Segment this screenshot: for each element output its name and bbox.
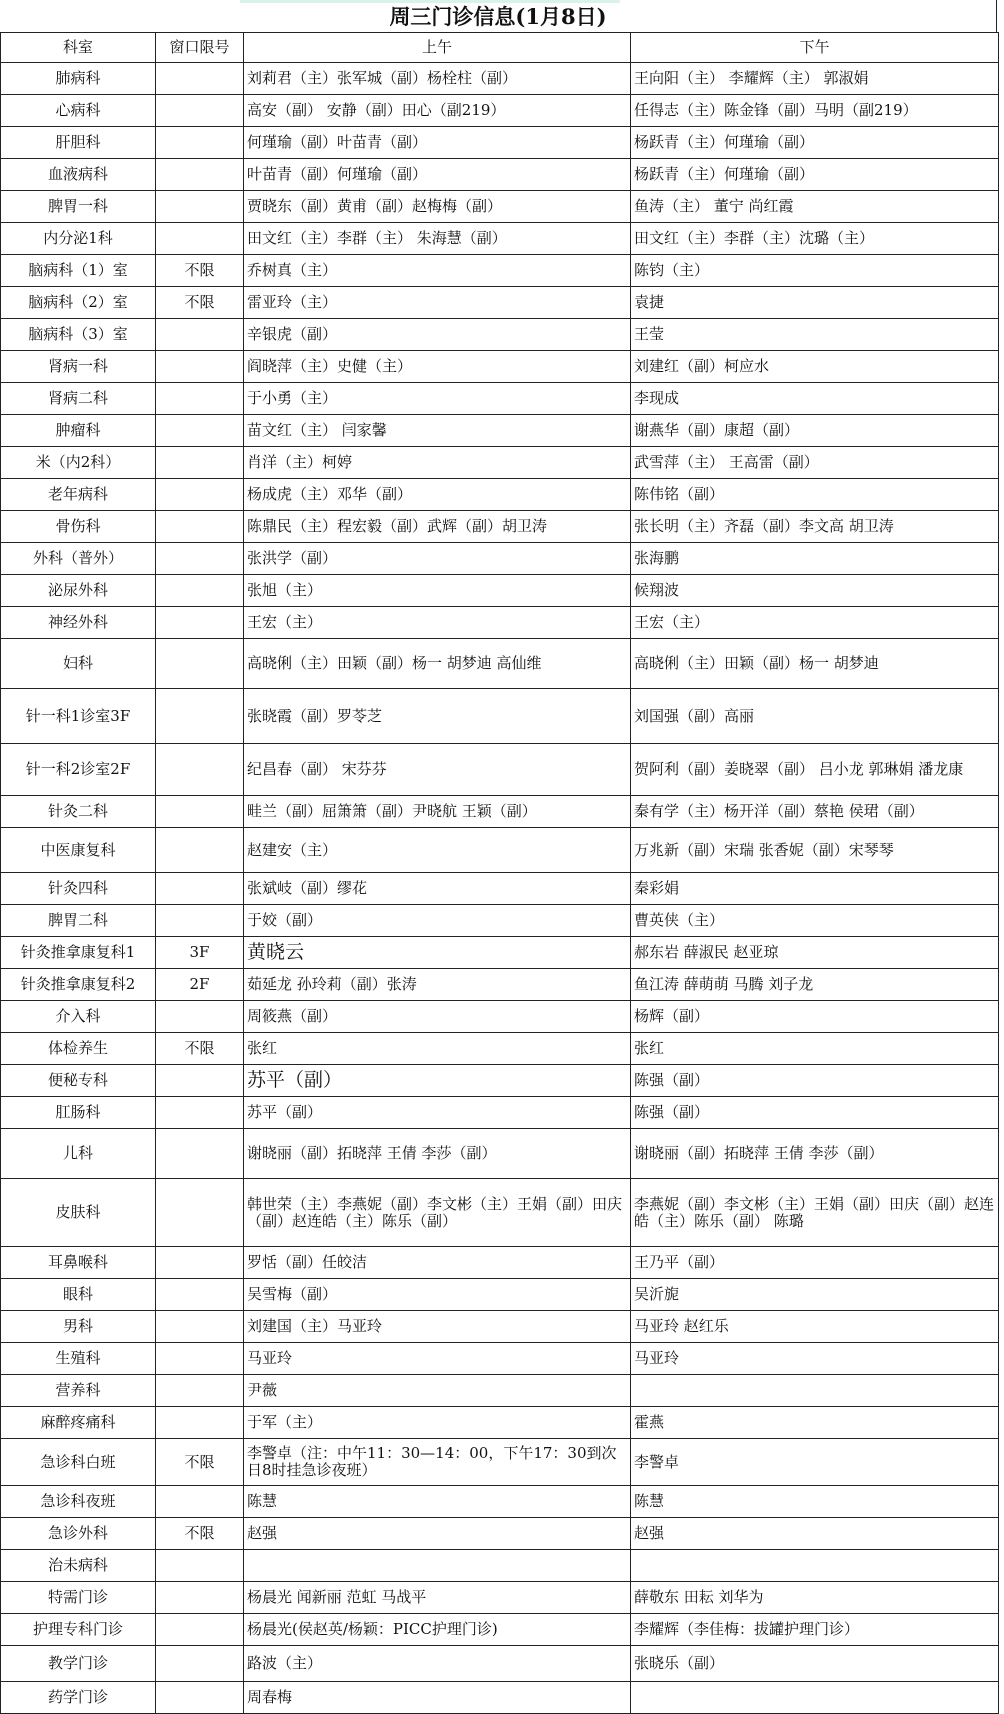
window-limit-cell [156, 95, 244, 127]
table-row [1, 1311, 999, 1343]
morning-doctors-cell: 于小勇（主） [244, 383, 631, 415]
dept-cell: 脾胃二科 [1, 905, 156, 937]
morning-doctors-cell: 乔树真（主） [244, 255, 631, 287]
dept-cell: 针灸推拿康复科2 [1, 969, 156, 1001]
dept-cell: 心病科 [1, 95, 156, 127]
afternoon-doctors-cell: 张红 [631, 1033, 999, 1065]
table-row [1, 1001, 999, 1033]
morning-doctors-cell: 罗恬（副）任皎洁 [244, 1247, 631, 1279]
morning-doctors-cell: 贾晓东（副）黄甫（副）赵梅梅（副） [244, 191, 631, 223]
morning-doctors-cell: 刘建国（主）马亚玲 [244, 1311, 631, 1343]
afternoon-doctors-cell: 王向阳（主） 李耀辉（主） 郭淑娟 [631, 63, 999, 95]
dept-cell: 肛肠科 [1, 1097, 156, 1129]
dept-cell: 生殖科 [1, 1343, 156, 1375]
window-limit-cell [156, 1129, 244, 1179]
afternoon-doctors-cell: 李现成 [631, 383, 999, 415]
window-limit-cell [156, 689, 244, 744]
afternoon-doctors-cell: 任得志（主）陈金锋（副）马明（副219） [631, 95, 999, 127]
window-limit-cell [156, 223, 244, 255]
afternoon-doctors-cell [631, 1550, 999, 1582]
dept-cell: 神经外科 [1, 607, 156, 639]
morning-doctors-cell: 张斌岐（副）缪花 [244, 873, 631, 905]
dept-cell: 急诊科白班 [1, 1439, 156, 1486]
window-limit-cell: 不限 [156, 1439, 244, 1486]
window-limit-cell [156, 127, 244, 159]
window-limit-cell [156, 1311, 244, 1343]
dept-cell: 耳鼻喉科 [1, 1247, 156, 1279]
morning-doctors-cell: 张红 [244, 1033, 631, 1065]
morning-doctors-cell: 马亚玲 [244, 1343, 631, 1375]
table-row [1, 1065, 999, 1097]
window-limit-cell [156, 383, 244, 415]
dept-cell: 介入科 [1, 1001, 156, 1033]
morning-doctors-cell: 张晓霞（副）罗苓芝 [244, 689, 631, 744]
table-row [1, 447, 999, 479]
header-am: 上午 [244, 33, 631, 63]
table-row [1, 1518, 999, 1550]
header-pm: 下午 [631, 33, 999, 63]
afternoon-doctors-cell: 贺阿利（副）姜晓翠（副） 吕小龙 郭琳娟 潘龙康 [631, 744, 999, 796]
morning-doctors-cell: 刘莉君（主）张军城（副）杨栓柱（副） [244, 63, 631, 95]
morning-doctors-cell: 周筱燕（副） [244, 1001, 631, 1033]
afternoon-doctors-cell [631, 1375, 999, 1407]
window-limit-cell [156, 1343, 244, 1375]
afternoon-doctors-cell: 曹英侠（主） [631, 905, 999, 937]
window-limit-cell [156, 1065, 244, 1097]
afternoon-doctors-cell: 袁捷 [631, 287, 999, 319]
afternoon-doctors-cell: 刘国强（副）高丽 [631, 689, 999, 744]
dept-cell: 男科 [1, 1311, 156, 1343]
afternoon-doctors-cell: 万兆新（副）宋瑞 张香妮（副）宋琴琴 [631, 828, 999, 873]
afternoon-doctors-cell: 张长明（主）齐磊（副）李文高 胡卫涛 [631, 511, 999, 543]
window-limit-cell [156, 447, 244, 479]
window-limit-cell [156, 1614, 244, 1646]
afternoon-doctors-cell: 陈强（副） [631, 1097, 999, 1129]
window-limit-cell [156, 63, 244, 95]
morning-doctors-cell: 张旭（主） [244, 575, 631, 607]
dept-cell: 外科（普外） [1, 543, 156, 575]
afternoon-doctors-cell: 陈慧 [631, 1486, 999, 1518]
window-limit-cell [156, 351, 244, 383]
table-row [1, 1646, 999, 1682]
dept-cell: 泌尿外科 [1, 575, 156, 607]
afternoon-doctors-cell: 薛敬东 田耘 刘华为 [631, 1582, 999, 1614]
dept-cell: 教学门诊 [1, 1646, 156, 1682]
afternoon-doctors-cell: 秦彩娟 [631, 873, 999, 905]
afternoon-doctors-cell: 杨跃青（主）何瑾瑜（副） [631, 127, 999, 159]
afternoon-doctors-cell: 武雪萍（主） 王高雷（副） [631, 447, 999, 479]
dept-cell: 便秘专科 [1, 1065, 156, 1097]
table-row [1, 415, 999, 447]
table-row [1, 575, 999, 607]
table-row [1, 796, 999, 828]
table-row [1, 1407, 999, 1439]
table-row [1, 639, 999, 689]
table-row [1, 287, 999, 319]
window-limit-cell [156, 1247, 244, 1279]
morning-doctors-cell: 陈慧 [244, 1486, 631, 1518]
table-row [1, 1097, 999, 1129]
window-limit-cell [156, 1279, 244, 1311]
window-limit-cell [156, 415, 244, 447]
window-limit-cell [156, 873, 244, 905]
dept-cell: 脑病科（1）室 [1, 255, 156, 287]
table-row [1, 607, 999, 639]
table-row [1, 969, 999, 1001]
table-row [1, 159, 999, 191]
window-limit-cell: 3F [156, 937, 244, 969]
afternoon-doctors-cell: 秦有学（主）杨开洋（副）蔡艳 侯珺（副） [631, 796, 999, 828]
dept-cell: 皮肤科 [1, 1179, 156, 1247]
morning-doctors-cell: 苏平（副） [244, 1065, 631, 1097]
table-row [1, 744, 999, 796]
afternoon-doctors-cell: 霍燕 [631, 1407, 999, 1439]
window-limit-cell [156, 744, 244, 796]
table-row [1, 905, 999, 937]
table-row [1, 127, 999, 159]
table-row [1, 543, 999, 575]
morning-doctors-cell: 叶苗青（副）何瑾瑜（副） [244, 159, 631, 191]
table-row [1, 1375, 999, 1407]
header-dept: 科室 [1, 33, 156, 63]
afternoon-doctors-cell: 鱼涛（主） 董宁 尚红霞 [631, 191, 999, 223]
table-row [1, 1129, 999, 1179]
window-limit-cell: 不限 [156, 287, 244, 319]
afternoon-doctors-cell: 赵强 [631, 1518, 999, 1550]
dept-cell: 老年病科 [1, 479, 156, 511]
afternoon-doctors-cell: 郝东岩 薛淑民 赵亚琼 [631, 937, 999, 969]
dept-cell: 针灸二科 [1, 796, 156, 828]
morning-doctors-cell: 纪昌春（副） 宋芬芬 [244, 744, 631, 796]
window-limit-cell [156, 575, 244, 607]
table-row [1, 511, 999, 543]
dept-cell: 麻醉疼痛科 [1, 1407, 156, 1439]
morning-doctors-cell: 杨晨光 闻新丽 范虹 马战平 [244, 1582, 631, 1614]
morning-doctors-cell: 陈鼎民（主）程宏毅（副）武辉（副）胡卫涛 [244, 511, 631, 543]
dept-cell: 营养科 [1, 1375, 156, 1407]
dept-cell: 血液病科 [1, 159, 156, 191]
table-row [1, 1550, 999, 1582]
window-limit-cell [156, 1646, 244, 1682]
morning-doctors-cell: 辛银虎（副） [244, 319, 631, 351]
table-row [1, 1279, 999, 1311]
morning-doctors-cell: 于姣（副） [244, 905, 631, 937]
dept-cell: 体检养生 [1, 1033, 156, 1065]
table-row [1, 937, 999, 969]
window-limit-cell [156, 1550, 244, 1582]
window-limit-cell: 不限 [156, 1518, 244, 1550]
window-limit-cell: 不限 [156, 1033, 244, 1065]
dept-cell: 针一科2诊室2F [1, 744, 156, 796]
afternoon-doctors-cell: 刘建红（副）柯应水 [631, 351, 999, 383]
header-row [1, 33, 999, 63]
morning-doctors-cell: 高晓俐（主）田颖（副）杨一 胡梦迪 高仙维 [244, 639, 631, 689]
afternoon-doctors-cell: 田文红（主）李群（主）沈璐（主） [631, 223, 999, 255]
morning-doctors-cell: 黄晓云 [244, 937, 631, 969]
window-limit-cell [156, 191, 244, 223]
window-limit-cell [156, 1407, 244, 1439]
table-row [1, 1582, 999, 1614]
afternoon-doctors-cell: 王莹 [631, 319, 999, 351]
table-row [1, 191, 999, 223]
afternoon-doctors-cell: 杨跃青（主）何瑾瑜（副） [631, 159, 999, 191]
window-limit-cell [156, 1486, 244, 1518]
table-row [1, 1247, 999, 1279]
morning-doctors-cell: 杨晨光(侯赵英/杨颖：PICC护理门诊) [244, 1614, 631, 1646]
dept-cell: 儿科 [1, 1129, 156, 1179]
window-limit-cell [156, 1582, 244, 1614]
morning-doctors-cell: 于军（主） [244, 1407, 631, 1439]
dept-cell: 针一科1诊室3F [1, 689, 156, 744]
morning-doctors-cell: 肖洋（主）柯婷 [244, 447, 631, 479]
dept-cell: 急诊科夜班 [1, 1486, 156, 1518]
afternoon-doctors-cell: 李警卓 [631, 1439, 999, 1486]
dept-cell: 肾病一科 [1, 351, 156, 383]
morning-doctors-cell: 尹薇 [244, 1375, 631, 1407]
table-row [1, 383, 999, 415]
afternoon-doctors-cell: 李燕妮（副）李文彬（主）王娟（副）田庆（副）赵连皓（主）陈乐（副） 陈璐 [631, 1179, 999, 1247]
window-limit-cell [156, 796, 244, 828]
dept-cell: 护理专科门诊 [1, 1614, 156, 1646]
window-limit-cell [156, 319, 244, 351]
dept-cell: 脑病科（3）室 [1, 319, 156, 351]
afternoon-doctors-cell: 马亚玲 [631, 1343, 999, 1375]
table-row [1, 1343, 999, 1375]
afternoon-doctors-cell: 吴沂旎 [631, 1279, 999, 1311]
morning-doctors-cell: 路波（主） [244, 1646, 631, 1682]
window-limit-cell [156, 1001, 244, 1033]
dept-cell: 肺病科 [1, 63, 156, 95]
afternoon-doctors-cell: 谢燕华（副）康超（副） [631, 415, 999, 447]
morning-doctors-cell: 韩世荣（主）李燕妮（副）李文彬（主）王娟（副）田庆（副）赵连皓（主）陈乐（副） [244, 1179, 631, 1247]
table-row [1, 319, 999, 351]
morning-doctors-cell: 赵强 [244, 1518, 631, 1550]
afternoon-doctors-cell: 马亚玲 赵红乐 [631, 1311, 999, 1343]
dept-cell: 中医康复科 [1, 828, 156, 873]
dept-cell: 眼科 [1, 1279, 156, 1311]
dept-cell: 米（内2科） [1, 447, 156, 479]
dept-cell: 肝胆科 [1, 127, 156, 159]
header-window: 窗口限号 [156, 33, 244, 63]
dept-cell: 治未病科 [1, 1550, 156, 1582]
window-limit-cell [156, 905, 244, 937]
dept-cell: 针灸四科 [1, 873, 156, 905]
dept-cell: 针灸推拿康复科1 [1, 937, 156, 969]
morning-doctors-cell: 吴雪梅（副） [244, 1279, 631, 1311]
morning-doctors-cell: 王宏（主） [244, 607, 631, 639]
dept-cell: 脾胃一科 [1, 191, 156, 223]
morning-doctors-cell: 赵建安（主） [244, 828, 631, 873]
window-limit-cell [156, 828, 244, 873]
morning-doctors-cell: 苏平（副） [244, 1097, 631, 1129]
table-row [1, 1179, 999, 1247]
morning-doctors-cell: 谢晓丽（副）拓晓萍 王倩 李莎（副） [244, 1129, 631, 1179]
dept-cell: 脑病科（2）室 [1, 287, 156, 319]
table-header [1, 33, 999, 63]
window-limit-cell [156, 543, 244, 575]
table-row [1, 95, 999, 127]
window-limit-cell: 2F [156, 969, 244, 1001]
morning-doctors-cell: 李警卓（注：中午11：30—14：00，下午17：30到次日8时挂急诊夜班） [244, 1439, 631, 1486]
afternoon-doctors-cell: 杨辉（副） [631, 1001, 999, 1033]
afternoon-doctors-cell: 谢晓丽（副）拓晓萍 王倩 李莎（副） [631, 1129, 999, 1179]
afternoon-doctors-cell: 王宏（主） [631, 607, 999, 639]
window-limit-cell [156, 511, 244, 543]
table-row [1, 1614, 999, 1646]
table-row [1, 351, 999, 383]
afternoon-doctors-cell: 陈伟铭（副） [631, 479, 999, 511]
morning-doctors-cell: 田文红（主）李群（主） 朱海慧（副） [244, 223, 631, 255]
dept-cell: 内分泌1科 [1, 223, 156, 255]
afternoon-doctors-cell: 李耀辉（李佳梅：拔罐护理门诊） [631, 1614, 999, 1646]
dept-cell: 骨伤科 [1, 511, 156, 543]
window-limit-cell [156, 607, 244, 639]
morning-doctors-cell: 张洪学（副） [244, 543, 631, 575]
morning-doctors-cell: 苗文红（主） 闫家馨 [244, 415, 631, 447]
morning-doctors-cell: 高安（副） 安静（副）田心（副219） [244, 95, 631, 127]
table-row [1, 1033, 999, 1065]
afternoon-doctors-cell: 张海鹏 [631, 543, 999, 575]
morning-doctors-cell: 阎晓萍（主）史健（主） [244, 351, 631, 383]
dept-cell: 妇科 [1, 639, 156, 689]
morning-doctors-cell: 畦兰（副）屈箫箫（副）尹晓航 王颖（副） [244, 796, 631, 828]
table-row [1, 255, 999, 287]
window-limit-cell [156, 1097, 244, 1129]
dept-cell: 药学门诊 [1, 1682, 156, 1714]
afternoon-doctors-cell: 候翔波 [631, 575, 999, 607]
table-row [1, 689, 999, 744]
morning-doctors-cell: 茹延龙 孙玲莉（副）张涛 [244, 969, 631, 1001]
dept-cell: 肾病二科 [1, 383, 156, 415]
window-limit-cell [156, 639, 244, 689]
window-limit-cell: 不限 [156, 255, 244, 287]
table-body [1, 63, 999, 1714]
morning-doctors-cell: 周春梅 [244, 1682, 631, 1714]
morning-doctors-cell [244, 1550, 631, 1582]
afternoon-doctors-cell: 陈强（副） [631, 1065, 999, 1097]
morning-doctors-cell: 雷亚玲（主） [244, 287, 631, 319]
table-row [1, 223, 999, 255]
morning-doctors-cell: 杨成虎（主）邓华（副） [244, 479, 631, 511]
afternoon-doctors-cell: 王乃平（副） [631, 1247, 999, 1279]
window-limit-cell [156, 479, 244, 511]
afternoon-doctors-cell: 高晓俐（主）田颖（副）杨一 胡梦迪 [631, 639, 999, 689]
table-row [1, 873, 999, 905]
window-limit-cell [156, 159, 244, 191]
table-row [1, 479, 999, 511]
afternoon-doctors-cell: 陈钧（主） [631, 255, 999, 287]
dept-cell: 特需门诊 [1, 1582, 156, 1614]
page-title: 周三门诊信息(1月8日) [0, 0, 997, 32]
table-row [1, 1439, 999, 1486]
dept-cell: 肿瘤科 [1, 415, 156, 447]
table-row [1, 1486, 999, 1518]
table-row [1, 63, 999, 95]
morning-doctors-cell: 何瑾瑜（副）叶苗青（副） [244, 127, 631, 159]
table-row [1, 828, 999, 873]
window-limit-cell [156, 1179, 244, 1247]
schedule-table [0, 32, 999, 1714]
window-limit-cell [156, 1375, 244, 1407]
afternoon-doctors-cell: 鱼江涛 薛萌萌 马腾 刘子龙 [631, 969, 999, 1001]
afternoon-doctors-cell: 张晓乐（副） [631, 1646, 999, 1682]
dept-cell: 急诊外科 [1, 1518, 156, 1550]
